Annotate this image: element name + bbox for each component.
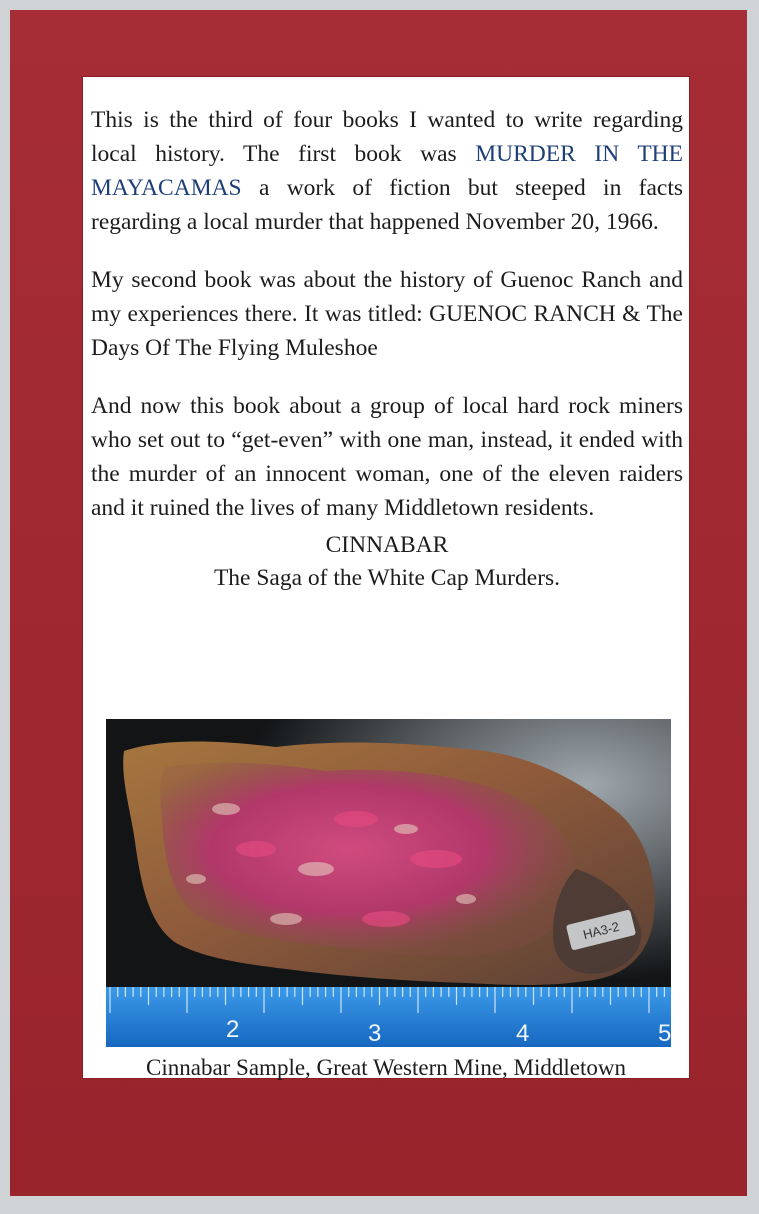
ruler-number-3: 3: [368, 1020, 382, 1047]
ruler-number-5: 5: [658, 1020, 671, 1047]
cinnabar-rock-image: [106, 719, 671, 1047]
paragraph-1-rest: a work of fiction but steeped in facts regarding a local murder that happened November 20, 1966.: [91, 175, 683, 235]
ruler: [106, 987, 671, 1047]
text-panel: [82, 76, 690, 1079]
book-title: CINNABAR: [325, 532, 449, 558]
book-title-murder: MURDER IN THE MAYACAMAS: [91, 141, 684, 201]
back-cover: [10, 10, 747, 1196]
paragraph-first-book: [91, 103, 683, 239]
paragraph-second-book: My second book was about the history of Guenoc Ranch and my experiences there. It was titled: GUENOC RANCH & The Days Of The Flying Muleshoe: [91, 267, 683, 361]
ruler-number-4: 4: [516, 1020, 530, 1047]
sample-label: HA3-2: [581, 918, 621, 943]
paragraph-third-book: And now this book about a group of local hard rock miners who set out to “get-even” with one man, instead, it ended with the murder of an innocent woman, one of the eleven raiders and it ruined the lives of many Middletown residents.: [91, 393, 683, 521]
ruler-number-2: 2: [226, 1016, 240, 1043]
photo-caption: Cinnabar Sample, Great Western Mine, Middletown: [146, 1055, 626, 1080]
blurb-text: [91, 103, 683, 595]
paragraph-1-intro: This is the third of four books I wanted to write regarding local history. The first book was: [91, 107, 683, 167]
cinnabar-photo: [106, 719, 671, 1047]
book-subtitle: The Saga of the White Cap Murders.: [213, 565, 561, 591]
